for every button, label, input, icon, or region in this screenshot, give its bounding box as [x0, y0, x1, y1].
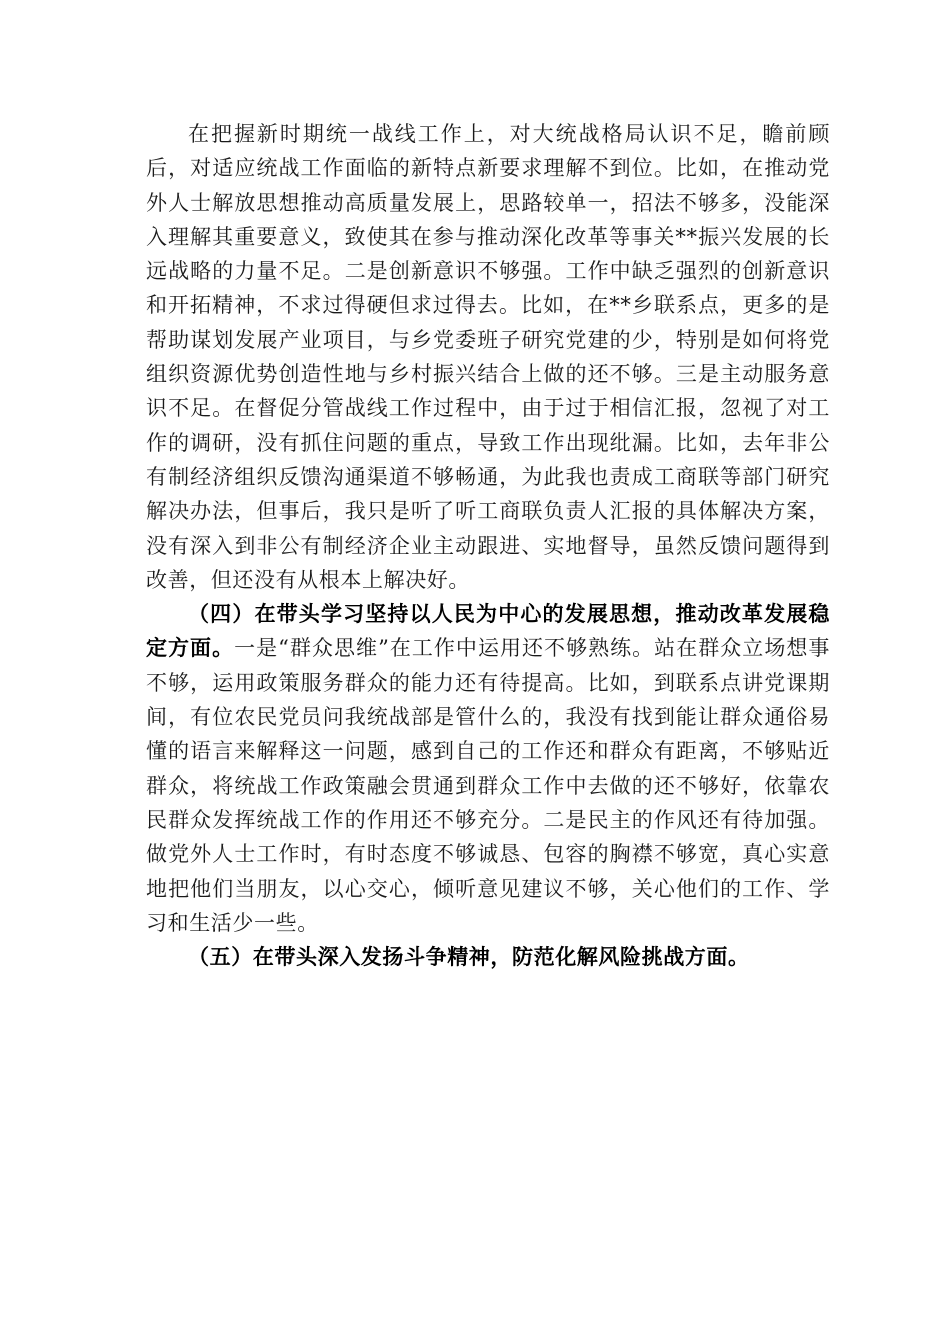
paragraph-section-5 [146, 940, 830, 974]
paragraph-unified-front-text: 在把握新时期统一战线工作上，对大统战格局认识不足，瞻前顾后，对适应统战工作面临的新特点新要求理解不到位。比如，在推动党外人士解放思想推动高质量发展上，思路较单一，招法不够多，没能深入理解其重要意义，致使其在参与推动深化改革等事关**振兴发展的长远战略的力量不足。二是创新意识不够强。工作中缺乏强烈的创新意识和开拓精神，不求过得硬但求过得去。比如，在**乡联系点，更多的是帮助谋划发展产业项目，与乡党委班子研究党建的少，特别是如何将党组织资源优势创造性地与乡村振兴结合上做的还不够。三是主动服务意识不足。在督促分管战线工作过程中，由于过于相信汇报，忽视了对工作的调研，没有抓住问题的重点，导致工作出现纰漏。比如，去年非公有制经济组织反馈沟通渠道不够畅通，为此我也责成工商联等部门研究解决办法，但事后，我只是听了听工商联负责人汇报的具体解决方案，没有深入到非公有制经济企业主动跟进、实地督导，虽然反馈问题得到改善，但还没有从根本上解决好。 [146, 122, 830, 592]
section-4-heading: （四）在带头学习坚持以人民为中心的发展思想，推动改革发展稳定方面。 [146, 601, 830, 661]
paragraph-unified-front [146, 117, 830, 597]
document-body [146, 117, 830, 974]
section-5-heading: （五）在带头深入发扬斗争精神，防范化解风险挑战方面。 [188, 944, 750, 970]
section-4-body: 一是“群众思维”在工作中运用还不够熟练。站在群众立场想事不够，运用政策服务群众的能力还有待提高。比如，到联系点讲党课期间，有位农民党员问我统战部是管什么的，我没有找到能让群众通俗易懂的语言来解释这一问题，感到自己的工作还和群众有距离，不够贴近群众，将统战工作政策融会贯通到群众工作中去做的还不够好，依靠农民群众发挥统战工作的作用还不够充分。二是民主的作风还有待加强。做党外人士工作时，有时态度不够诚恳、包容的胸襟不够宽，真心实意地把他们当朋友，以心交心，倾听意见建议不够，关心他们的工作、学习和生活少一些。 [146, 636, 830, 935]
paragraph-section-4 [146, 597, 830, 940]
